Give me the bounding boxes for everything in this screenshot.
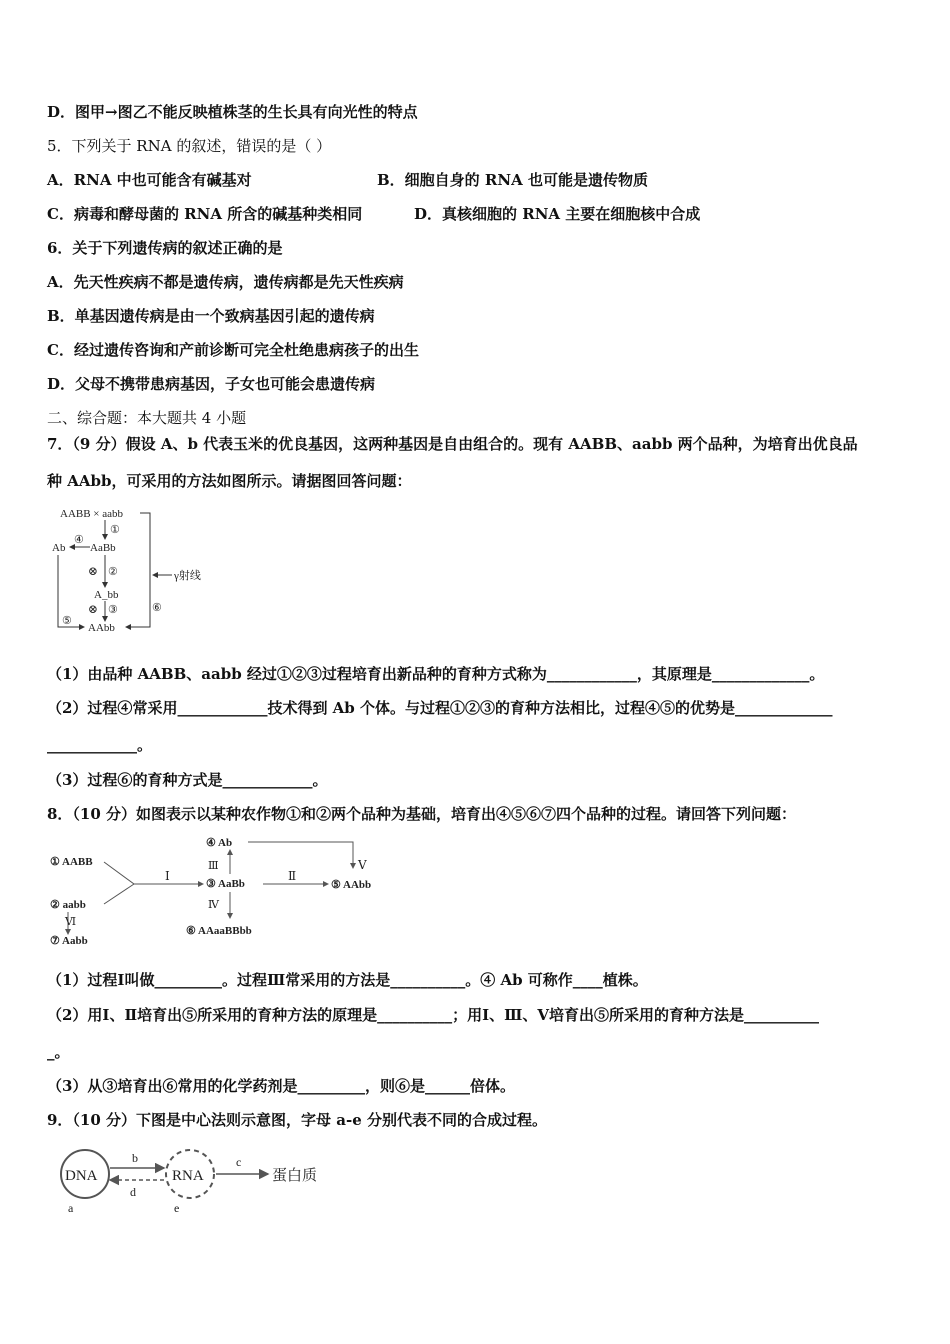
q8-part-2-line1: （2）用Ⅰ、Ⅱ培育出⑤所采用的育种方法的原理是__________；用Ⅰ、Ⅲ、Ⅴ培育出⑤所采用的育种方法是__________ xyxy=(47,1006,820,1024)
q8-part-2-line2: _。 xyxy=(47,1043,70,1061)
section-heading: 二、综合题：本大题共 4 小题 xyxy=(47,409,247,427)
q7-step-2: ② xyxy=(108,566,118,578)
q8-variety-1: ① AABB xyxy=(50,856,93,868)
q9-process-a: a xyxy=(68,1201,74,1215)
q7-step-3: ③ xyxy=(108,604,118,616)
q9-rna-label: RNA xyxy=(172,1168,204,1184)
q7-step-1: ① xyxy=(110,524,120,536)
q8-stem: 8．（10 分）如图表示以某种农作物①和②两个品种为基础，培育出④⑤⑥⑦四个品种的过程。请回答下列问题： xyxy=(47,805,797,823)
q8-part-3: （3）从③培育出⑥常用的化学药剂是_________，则⑥是______倍体。 xyxy=(47,1077,515,1095)
q8-process-3: Ⅲ xyxy=(208,860,219,872)
q8-process-4: Ⅳ xyxy=(208,899,219,911)
q4-option-d: D．图甲→图乙不能反映植株茎的生长具有向光性的特点 xyxy=(47,103,418,121)
q9-process-e: e xyxy=(174,1201,180,1215)
q7-part-2-line2: ____________。 xyxy=(47,736,153,754)
q8-variety-6: ⑥ AAaaBBbb xyxy=(186,925,252,937)
q9-stem: 9．（10 分）下图是中心法则示意图，字母 a-e 分别代表不同的合成过程。 xyxy=(47,1111,547,1129)
q7-ab-label: Ab xyxy=(52,542,66,554)
q8-variety-3: ③ AaBb xyxy=(206,878,245,890)
q6-option-a: A．先天性疾病不都是遗传病，遗传病都是先天性疾病 xyxy=(47,273,404,291)
q8-process-5: Ⅴ xyxy=(358,858,367,872)
q7-gamma-ray-label: γ射线 xyxy=(174,570,201,582)
q8-breeding-diagram xyxy=(48,834,388,948)
q8-variety-4: ④ Ab xyxy=(206,837,233,849)
q5-option-d: D．真核细胞的 RNA 主要在细胞核中合成 xyxy=(414,205,701,223)
q8-variety-5: ⑤ AAbb xyxy=(331,879,372,891)
q7-self-2: ⊗ xyxy=(88,602,99,616)
q6-option-d: D．父母不携带患病基因，子女也可能会患遗传病 xyxy=(47,375,376,393)
q6-option-c: C．经过遗传咨询和产前诊断可完全杜绝患病孩子的出生 xyxy=(47,341,419,359)
q9-central-dogma-diagram xyxy=(48,1140,338,1216)
q7-step-5: ⑤ xyxy=(62,615,72,627)
q5-stem: 5．下列关于 RNA 的叙述，错误的是（ ） xyxy=(47,137,332,155)
q9-dna-label: DNA xyxy=(65,1168,98,1184)
q7-part-2-line1: （2）过程④常采用____________技术得到 Ab 个体。与过程①②③的育种方法相比，过程④⑤的优势是_____________ xyxy=(47,699,833,717)
q9-process-c: c xyxy=(236,1155,242,1169)
q8-process-2: Ⅱ xyxy=(288,869,297,883)
q7-part-3: （3）过程⑥的育种方式是____________。 xyxy=(47,771,328,789)
q7-part-1: （1）由品种 AABB、aabb 经过①②③过程培育出新品种的育种方式称为____________，其原理是_____________。 xyxy=(47,665,825,683)
q5-option-b: B．细胞自身的 RNA 也可能是遗传物质 xyxy=(377,171,648,189)
q7-cross-label: AABB × aabb xyxy=(60,508,124,520)
q6-stem: 6．关于下列遗传病的叙述正确的是 xyxy=(47,239,283,257)
q9-process-d: d xyxy=(130,1185,136,1199)
q7-aabb-label: AAbb xyxy=(88,622,115,634)
q5-option-a: A．RNA 中也可能含有碱基对 xyxy=(47,171,252,189)
q6-option-b: B．单基因遗传病是由一个致病基因引起的遗传病 xyxy=(47,307,375,325)
q5-option-c: C．病毒和酵母菌的 RNA 所含的碱基种类相同 xyxy=(47,205,363,223)
q7-abb-label: A_bb xyxy=(94,589,119,601)
q9-protein-label: 蛋白质 xyxy=(272,1168,318,1184)
q8-part-1: （1）过程Ⅰ叫做_________。过程Ⅲ常采用的方法是__________。④ Ab 可称作____植株。 xyxy=(47,971,648,989)
q7-f1-label: AaBb xyxy=(90,542,116,554)
q7-breeding-diagram xyxy=(50,503,220,635)
q7-stem-line2: 种 AAbb，可采用的方法如图所示。请据图回答问题： xyxy=(47,472,412,490)
q7-step-4: ④ xyxy=(74,534,84,546)
q7-step-6: ⑥ xyxy=(152,602,162,614)
q8-variety-7: ⑦ Aabb xyxy=(50,935,88,947)
q7-stem-line1: 7．（9 分）假设 A、b 代表玉米的优良基因，这两种基因是自由组合的。现有 AABB、aabb 两个品种，为培育出优良品 xyxy=(47,435,858,453)
q7-self-1: ⊗ xyxy=(88,564,99,578)
q9-process-b: b xyxy=(132,1151,138,1165)
q8-process-6: Ⅵ xyxy=(65,916,77,928)
q8-process-1: Ⅰ xyxy=(165,869,170,883)
q8-variety-2: ② aabb xyxy=(50,899,86,911)
